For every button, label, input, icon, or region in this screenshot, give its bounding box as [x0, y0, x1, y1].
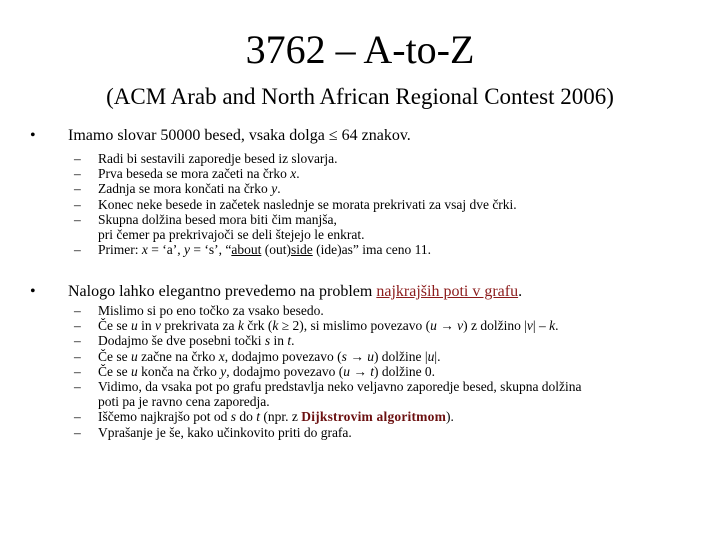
- list-item: [74, 425, 684, 440]
- var-k: k: [549, 318, 556, 334]
- item-text: .: [555, 318, 559, 334]
- list-item: [74, 409, 684, 424]
- var-v: v: [457, 318, 464, 334]
- highlight-term: Dijkstrovim algoritmom: [301, 409, 447, 425]
- bullet-text: [68, 282, 522, 302]
- list-item: [74, 212, 684, 242]
- item-text: pri čemer pa prekrivajoči se deli štejejo le enkrat.: [98, 227, 365, 243]
- var-x: x: [141, 242, 148, 258]
- var-y: y: [271, 181, 278, 197]
- item-text: | –: [532, 318, 550, 334]
- item-text: Če se: [98, 318, 131, 334]
- item-text: .: [296, 166, 300, 182]
- var-t: t: [256, 409, 261, 425]
- item-text: ) dolžine 0.: [373, 363, 436, 379]
- var-v: v: [155, 318, 162, 334]
- dash-marker: –: [74, 166, 81, 182]
- dash-marker: –: [74, 242, 81, 258]
- dash-marker: –: [74, 379, 81, 395]
- dash-marker: –: [74, 303, 81, 318]
- list-item: [74, 181, 684, 196]
- bullet-marker: •: [30, 127, 36, 144]
- dash-marker: –: [74, 333, 81, 349]
- item-text: ) z dolžino |: [463, 318, 527, 334]
- item-text: Radi bi sestavili zaporedje besed iz slovarja.: [98, 151, 338, 166]
- var-u: u: [367, 348, 374, 364]
- item-text: (ide)as” ima ceno 11.: [312, 242, 432, 258]
- item-text: Konec neke besede in začetek naslednje se morata prekrivati za vsaj dve črki.: [98, 196, 517, 212]
- list-item: [74, 303, 684, 318]
- list-item: [74, 197, 684, 212]
- list-item: [74, 318, 684, 333]
- var-u: u: [131, 348, 138, 364]
- item-text: , dodajmo povezavo (: [224, 348, 342, 364]
- item-text: Če se: [98, 363, 131, 379]
- dash-marker: –: [74, 151, 81, 166]
- item-text: Prva beseda se mora začeti na črko: [98, 166, 291, 182]
- dash-marker: –: [74, 181, 81, 197]
- var-y: y: [183, 242, 190, 258]
- var-v: v: [526, 318, 533, 334]
- item-text: ≥ 2), si mislimo povezavo (: [278, 318, 431, 334]
- list-item: [74, 364, 684, 379]
- item-text: ) dolžine |: [373, 348, 428, 364]
- var-k: k: [237, 318, 244, 334]
- var-u: u: [131, 318, 138, 334]
- var-s: s: [230, 409, 236, 425]
- item-text: Mislimo si po eno točko za vsako besedo.: [98, 303, 324, 318]
- item-text: ).: [446, 409, 454, 425]
- item-text: = ‘a’,: [147, 242, 184, 258]
- item-text: Vidimo, da vsaka pot po grafu predstavlja neko veljavno zaporedje besed, skupna dolžina: [98, 379, 582, 395]
- var-y: y: [220, 363, 227, 379]
- list-item: [74, 333, 684, 348]
- arrow-icon: →: [346, 348, 368, 364]
- item-text: .: [277, 181, 281, 197]
- item-text: |.: [434, 348, 441, 364]
- underlined-text: about: [231, 242, 262, 258]
- highlight-term: najkrajših poti v grafu: [376, 283, 519, 300]
- item-text: Dodajmo še dve posebni točki: [98, 333, 265, 349]
- var-t: t: [370, 363, 374, 379]
- item-text: začne na črko: [137, 348, 219, 364]
- item-text: (npr. z: [260, 409, 302, 425]
- var-x: x: [290, 166, 297, 182]
- item-text: Zadnja se mora končati na črko: [98, 181, 272, 197]
- item-text: Če se: [98, 348, 131, 364]
- item-text: konča na črko: [137, 363, 221, 379]
- var-s: s: [264, 333, 271, 349]
- dash-marker: –: [74, 211, 81, 227]
- slide-subtitle: (ACM Arab and North African Regional Contest 2006): [106, 84, 614, 109]
- sub-list-graph: [74, 303, 684, 440]
- item-text: prekrivata za: [161, 318, 238, 334]
- list-item: [74, 349, 684, 364]
- dash-marker: –: [74, 196, 81, 212]
- underlined-text: side: [290, 242, 313, 258]
- var-t: t: [287, 333, 292, 349]
- item-text: črk (: [243, 318, 273, 334]
- sub-list-requirements: [74, 151, 684, 257]
- item-text: poti pa je ravno cena zaporedja.: [98, 394, 270, 410]
- item-text: , dodajmo povezavo (: [226, 363, 344, 379]
- arrow-icon: →: [349, 363, 371, 379]
- dash-marker: –: [74, 363, 81, 379]
- var-u: u: [131, 363, 138, 379]
- bullet-text: Imamo slovar 50000 besed, vsaka dolga ≤ 64 znakov.: [68, 127, 411, 144]
- item-text: Vprašanje je še, kako učinkovito priti do grafa.: [98, 424, 352, 440]
- dash-marker: –: [74, 348, 81, 364]
- item-text: in: [137, 318, 156, 334]
- var-u: u: [430, 318, 437, 334]
- item-text: do: [236, 409, 257, 425]
- var-s: s: [341, 348, 347, 364]
- dash-marker: –: [74, 318, 81, 334]
- dash-marker: –: [74, 409, 81, 425]
- bullet-text-part: .: [518, 283, 523, 300]
- list-item: [74, 166, 684, 181]
- item-text: Skupna dolžina besed mora biti čim manjša,: [98, 211, 337, 227]
- var-x: x: [218, 348, 225, 364]
- item-text: (out): [261, 242, 291, 258]
- var-k: k: [272, 318, 279, 334]
- item-text: Primer:: [98, 242, 142, 258]
- slide-title: 3762 – A-to-Z: [245, 27, 475, 72]
- list-item: [74, 379, 684, 409]
- item-text: = ‘s’, “: [189, 242, 232, 258]
- item-text: .: [291, 333, 295, 349]
- item-text: Iščemo najkrajšo pot od: [98, 409, 231, 425]
- item-text: in: [270, 333, 288, 349]
- dash-marker: –: [74, 424, 81, 440]
- bullet-marker: •: [30, 283, 36, 300]
- var-u: u: [427, 348, 435, 364]
- list-item: [74, 242, 684, 257]
- bullet-text-part: Nalogo lahko elegantno prevedemo na problem: [68, 283, 377, 300]
- list-item: [74, 151, 684, 166]
- arrow-icon: →: [436, 318, 458, 334]
- var-u: u: [343, 363, 350, 379]
